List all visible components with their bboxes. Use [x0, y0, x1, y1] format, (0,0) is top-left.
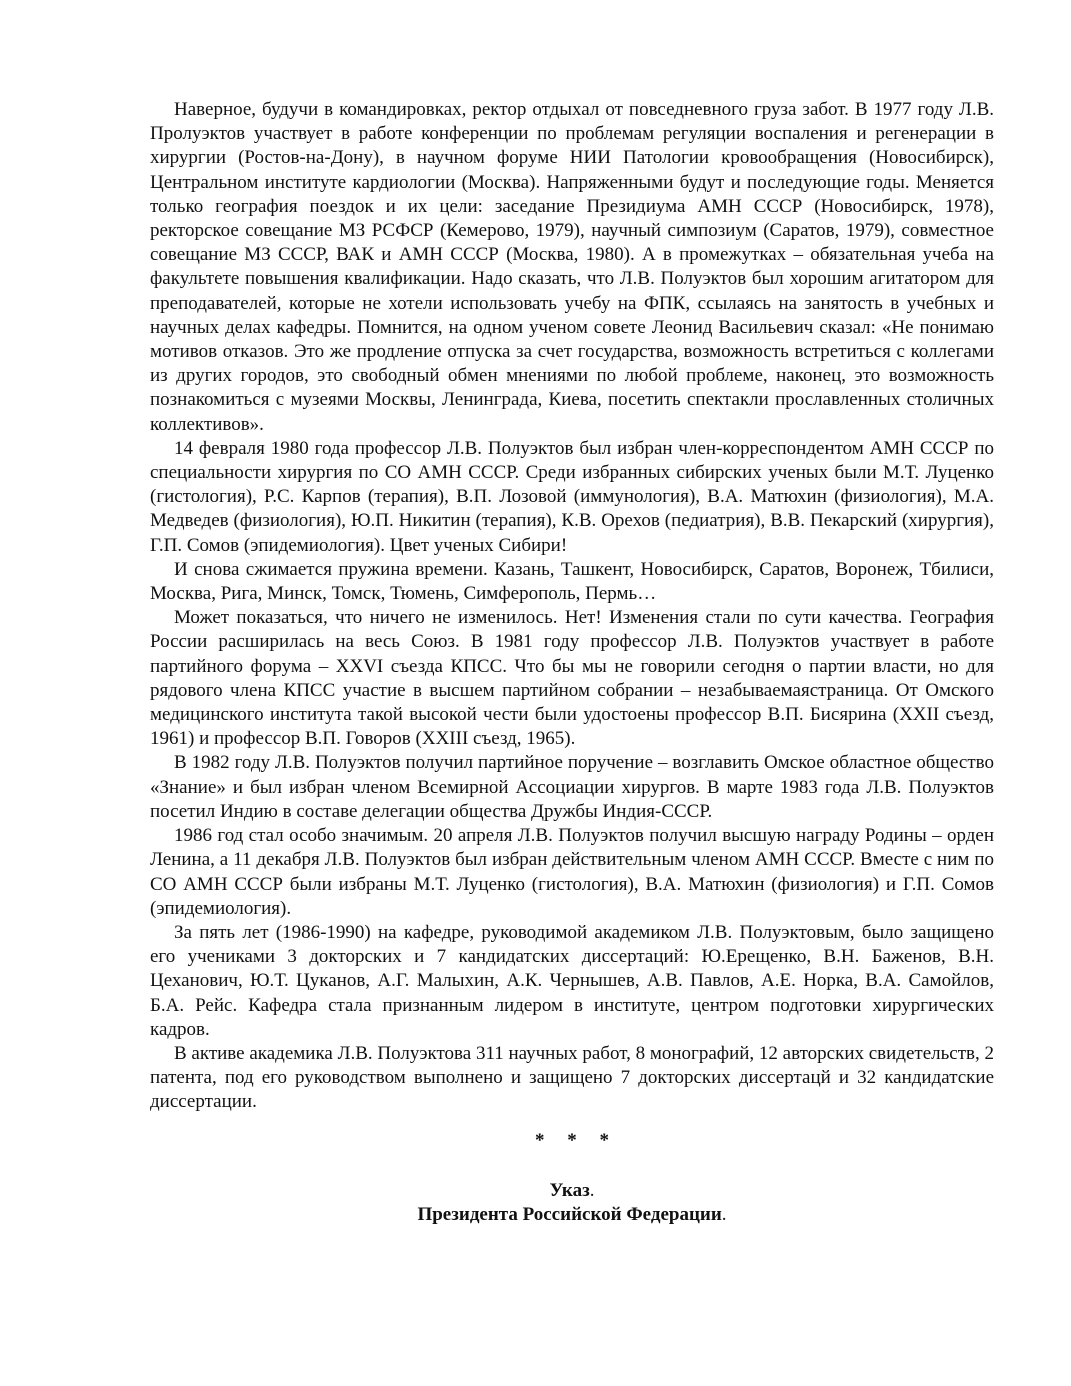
separator-star: *: [535, 1129, 545, 1151]
paragraph-3: И снова сжимается пружина времени. Казань, Ташкент, Новосибирск, Саратов, Воронеж, Тбилиси, Москва, Рига, Минск, Томск, Тюмень, Симферополь, Пермь…: [150, 558, 994, 605]
decree-subtitle-bold: Президента Российской Федерации: [417, 1203, 722, 1225]
decree-title-tail: .: [589, 1179, 595, 1201]
decree-title-bold: Указ: [549, 1179, 590, 1201]
decree-title: [150, 1179, 994, 1203]
paragraph-2: 14 февраля 1980 года профессор Л.В. Полуэктов был избран член-корреспондентом АМН СССР по специальности хирургия по СО АМН СССР. Среди избранных сибирских ученых были М.Т. Луценко (гистология), Р.С. Карпов (терапия), В.П. Лозовой (иммунология), В.А. Матюхин (физиология), М.А. Медведев (физиология), Ю.П. Никитин (терапия), К.В. Орехов (педиатрия), В.В. Пекарский (хирургия), Г.П. Сомов (эпидемиология). Цвет ученых Сибири!: [150, 437, 994, 556]
paragraph-6: 1986 год стал особо значимым. 20 апреля Л.В. Полуэктов получил высшую награду Родины – орден Ленина, а 11 декабря Л.В. Полуэктов был избран действительным членом АМН СССР. Вместе с ним по СО АМН СССР были избраны М.Т. Луценко (гистология), В.А. Матюхин (физиология) и Г.П. Сомов (эпидемиология).: [150, 825, 994, 919]
paragraph-1: Наверное, будучи в командировках, ректор отдыхал от повседневного груза забот. В 1977 году Л.В. Пролуэктов участвует в работе конференции по проблемам регуляции воспаления и регенерации в хирургии (Ростов-на-Дону), в научном форуме НИИ Патологии кровообращения (Новосибирск), Центральном институте кардиологии (Москва). Напряженными будут и последующие годы. Меняется только география поездок и их цели: заседание Президиума АМН СССР (Новосибирск, 1978), ректорское совещание МЗ РСФСР (Кемерово, 1979), научный симпозиум (Саратов, 1979), совместное совещание МЗ СССР, ВАК и АМН СССР (Москва, 1980). А в промежутках – обязательная учеба на факультете повышения квалификации. Надо сказать, что Л.В. Полуэктов был хорошим агитатором для преподавателей, которые не хотели использовать учебу на ФПК, ссылаясь на занятость в учебных и научных делах кафедры. Помнится, на одном ученом совете Леонид Васильевич сказал: «Не понимаю мотивов отказов. Это же продление отпуска за счет государства, возможность встретиться с коллегами из других городов, это свободный обмен мнениями по любой проблеме, наконец, это возможность познакомиться с музеями Москвы, Ленинграда, Киева, посетить спектакли прославленных столичных коллективов».: [150, 99, 994, 435]
separator-star: *: [567, 1129, 577, 1151]
paragraph-7: За пять лет (1986-1990) на кафедре, руководимой академиком Л.В. Полуэктовым, было защищено его учениками 3 докторских и 7 кандидатских диссертаций: Ю.Ерещенко, В.Н. Баженов, В.Н. Цеханович, Ю.Т. Цуканов, А.Г. Малыхин, А.К. Чернышев, А.В. Павлов, А.Е. Норка, В.А. Самойлов, Б.А. Рейс. Кафедра стала признанным лидером в институте, центром подготовки хирургических кадров.: [150, 921, 994, 1040]
section-separator: [150, 1129, 994, 1153]
paragraph-4: Может показаться, что ничего не изменилось. Нет! Изменения стали по сути качества. География России расширилась на весь Союз. В 1981 году профессор Л.В. Полуэктов участвует в работе партийного форума – XXVI съезда КПСС. Что бы мы не говорили сегодня о партии власти, но для рядового члена КПСС участие в высшем партийном собрании – незабываемаястраница. От Омского медицинского института такой высокой чести были удостоены профессор В.П. Бисярина (XXII съезд, 1961) и профессор В.П. Говоров (XXIII съезд, 1965).: [150, 607, 994, 750]
decree-heading: [150, 1179, 994, 1227]
separator-star: *: [599, 1129, 609, 1151]
decree-subtitle-tail: .: [721, 1203, 727, 1225]
decree-subtitle: [150, 1203, 994, 1227]
document-page: [150, 98, 994, 1227]
paragraph-5: В 1982 году Л.В. Полуэктов получил партийное поручение – возглавить Омское областное общество «Знание» и был избран членом Всемирной Ассоциации хирургов. В марте 1983 года Л.В. Полуэктов посетил Индию в составе делегации общества Дружбы Индия-СССР.: [150, 752, 994, 822]
paragraph-8: В активе академика Л.В. Полуэктова 311 научных работ, 8 монографий, 12 авторских свидетельств, 2 патента, под его руководством выполнено и защищено 7 докторских диссертацй и 32 кандидатские диссертации.: [150, 1042, 994, 1113]
